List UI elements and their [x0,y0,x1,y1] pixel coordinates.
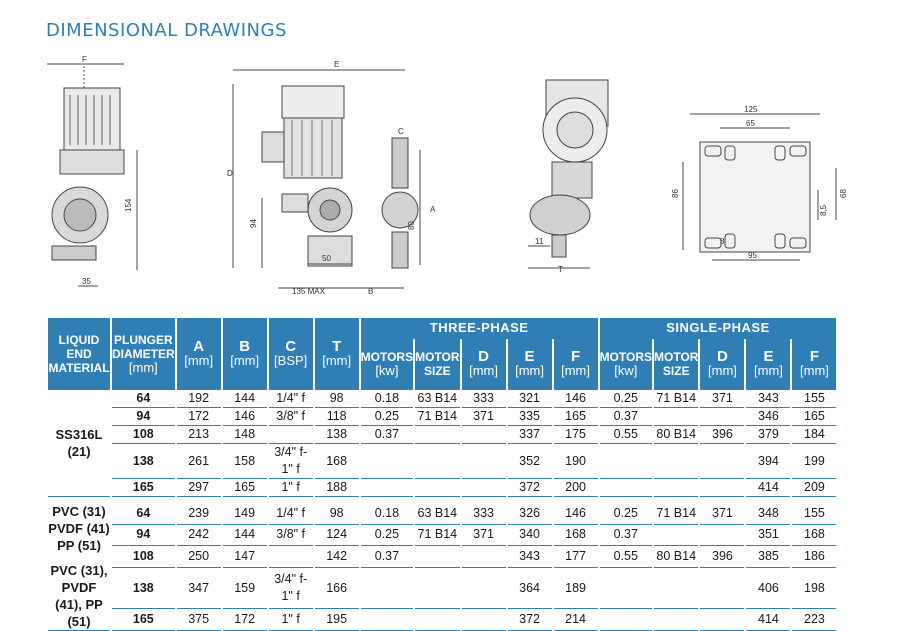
table-cell: 168 [315,444,359,479]
table-cell: 406 [746,568,790,610]
table-cell: 144 [223,390,267,408]
material-note: PVC (31), PVDF (41), PP (51) [50,563,108,629]
dim-label-11: 11 [535,237,544,246]
header-motor-size-1p: MOTOR SIZE [654,339,698,390]
table-cell: 144 [223,525,267,547]
table-cell: 168 [792,525,836,547]
dim-label-68: 68 [839,189,848,198]
table-cell: 297 [177,479,221,497]
table-cell: 335 [508,408,552,426]
table-cell: 172 [223,609,267,631]
header-a: A [mm] [177,318,221,390]
table-cell: 372 [508,609,552,631]
table-cell [269,546,313,568]
table-cell: 343 [746,390,790,408]
dim-label-135: 135 MAX [292,287,325,296]
table-cell: 348 [746,503,790,525]
table-row [48,479,836,497]
table-cell: 340 [508,525,552,547]
table-cell: 351 [746,525,790,547]
table-cell: 352 [508,444,552,479]
table-cell [600,568,652,610]
dim-label-d: D [227,169,233,178]
table-cell [415,546,459,568]
header-f-1p: F [mm] [792,339,836,390]
table-cell: 321 [508,390,552,408]
table-cell: 0.18 [361,390,413,408]
header-three-phase: THREE-PHASE [361,318,598,339]
table-cell: 108 [112,546,175,568]
table-cell: 184 [792,426,836,444]
table-cell: 192 [177,390,221,408]
table-cell: 186 [792,546,836,568]
table-cell: 146 [223,408,267,426]
table-cell [415,426,459,444]
table-cell: 148 [223,426,267,444]
header-t: T [mm] [315,318,359,390]
table-cell [415,479,459,497]
table-row [48,426,836,444]
table-cell: 138 [112,444,175,479]
header-b: B [mm] [223,318,267,390]
table-cell: 0.18 [361,503,413,525]
header-single-phase: SINGLE-PHASE [600,318,837,339]
table-cell: 199 [792,444,836,479]
dim-label-8: 8 [720,237,725,246]
table-cell: 165 [112,479,175,497]
table-cell: 166 [315,568,359,610]
table-cell [462,444,506,479]
table-cell: 158 [223,444,267,479]
table-cell [415,568,459,610]
table-cell [654,609,698,631]
dim-label-95: 95 [748,251,757,260]
table-cell: 414 [746,609,790,631]
dim-label-e: E [334,60,340,69]
side-view-drawing [47,64,137,286]
header-f-3p: F [mm] [554,339,598,390]
table-row [48,609,836,631]
header-liquid-end: LIQUID END MATERIAL [48,318,110,390]
table-cell [462,426,506,444]
header-plunger: PLUNGER DIAMETER [mm] [112,318,175,390]
table-cell: 347 [177,568,221,610]
table-cell: 372 [508,479,552,497]
table-cell: 3/8" f [269,408,313,426]
material-cell: SS316L (21) [48,390,110,497]
table-cell: 177 [554,546,598,568]
table-cell: 0.55 [600,546,652,568]
table-cell [415,609,459,631]
table-cell: 147 [223,546,267,568]
table-cell: 71 B14 [415,408,459,426]
table-cell: 0.37 [600,525,652,547]
table-cell: 1/4" f [269,503,313,525]
table-cell: 71 B14 [654,503,698,525]
table-cell: 195 [315,609,359,631]
dim-label-94: 94 [249,219,258,228]
table-cell: 333 [462,503,506,525]
table-cell: 326 [508,503,552,525]
table-cell: 333 [462,390,506,408]
table-row [48,525,836,547]
table-cell [654,568,698,610]
dim-label-b: B [368,287,374,296]
table-cell: 80 B14 [654,426,698,444]
base-plate-drawing [683,114,836,260]
table-cell [600,479,652,497]
table-cell: 3/8" f [269,525,313,547]
dim-label-154: 154 [124,198,133,212]
table-cell [700,609,744,631]
table-cell: 71 B14 [654,390,698,408]
table-body [48,390,836,631]
header-motor-size-3p: MOTOR SIZE [415,339,459,390]
table-cell: 1/4" f [269,390,313,408]
table-cell: 223 [792,609,836,631]
table-cell: 3/4" f-1" f [269,444,313,479]
table-cell [700,568,744,610]
page-title: DIMENSIONAL DRAWINGS [46,20,287,41]
table-cell: 159 [223,568,267,610]
table-cell [462,546,506,568]
table-cell [700,479,744,497]
table-cell [654,525,698,547]
table-cell: 414 [746,479,790,497]
table-cell [600,444,652,479]
table-cell: 94 [112,525,175,547]
table-cell: 371 [462,525,506,547]
table-cell: 3/4" f-1" f [269,568,313,610]
table-cell [361,479,413,497]
table-cell: 250 [177,546,221,568]
table-cell: 149 [223,503,267,525]
table-cell [700,408,744,426]
table-cell: 142 [315,546,359,568]
table-cell [654,408,698,426]
table-cell: 214 [554,609,598,631]
table-row [48,546,836,568]
table-cell [600,609,652,631]
table-cell: 0.25 [600,390,652,408]
table-cell: 371 [462,408,506,426]
table-cell: 364 [508,568,552,610]
table-cell: 0.25 [361,408,413,426]
dim-label-65: 65 [746,119,755,128]
table-cell: 98 [315,503,359,525]
dim-label-a: A [430,205,436,214]
header-e-1p: E [mm] [746,339,790,390]
table-cell: 108 [112,426,175,444]
table-cell: 0.37 [361,546,413,568]
table-cell: 172 [177,408,221,426]
table-cell: 189 [554,568,598,610]
table-cell: 0.25 [361,525,413,547]
table-cell: 396 [700,546,744,568]
table-cell: 346 [746,408,790,426]
table-cell [700,444,744,479]
table-row [48,408,836,426]
table-cell: 165 [223,479,267,497]
table-cell: 165 [554,408,598,426]
table-cell [700,525,744,547]
table-cell: 1" f [269,479,313,497]
table-cell: 165 [112,609,175,631]
dim-label-50: 50 [322,254,331,263]
header-motors-1p: MOTORS [kw] [600,339,652,390]
table-cell: 0.25 [600,503,652,525]
material-cell: PVC (31) PVDF (41) PP (51) PVC (31), PVDF (41), PP (51) [48,504,110,629]
table-cell: 394 [746,444,790,479]
table-cell: 0.37 [600,408,652,426]
table-cell: 0.37 [361,426,413,444]
table-cell [462,609,506,631]
table-cell: 396 [700,426,744,444]
table-cell: 63 B14 [415,503,459,525]
table-cell: 146 [554,503,598,525]
table-cell: 0.55 [600,426,652,444]
table-cell: 188 [315,479,359,497]
header-motors-3p: MOTORS [kw] [361,339,413,390]
table-cell: 343 [508,546,552,568]
table-cell: 64 [112,503,175,525]
table-row [48,390,836,408]
table-cell: 118 [315,408,359,426]
dim-label-80: 80 [407,221,416,230]
header-d-3p: D [mm] [462,339,506,390]
table-cell: 375 [177,609,221,631]
table-cell: 146 [554,390,598,408]
table-cell: 155 [792,503,836,525]
dimensional-drawings [0,50,904,300]
dim-label-c: C [398,127,404,136]
table-cell: 175 [554,426,598,444]
table-cell: 94 [112,408,175,426]
table-cell [654,479,698,497]
table-cell: 209 [792,479,836,497]
table-cell: 190 [554,444,598,479]
table-cell: 371 [700,390,744,408]
table-cell [462,479,506,497]
table-cell [462,568,506,610]
table-cell [361,444,413,479]
table-cell: 63 B14 [415,390,459,408]
table-cell: 239 [177,503,221,525]
table-cell: 198 [792,568,836,610]
table-cell: 200 [554,479,598,497]
table-cell: 1" f [269,609,313,631]
table-cell [361,568,413,610]
table-row [48,444,836,479]
table-cell: 337 [508,426,552,444]
table-cell: 71 B14 [415,525,459,547]
table-cell: 168 [554,525,598,547]
table-cell: 371 [700,503,744,525]
table-cell: 242 [177,525,221,547]
table-cell: 138 [315,426,359,444]
dim-label-35: 35 [82,277,91,286]
table-cell: 385 [746,546,790,568]
table-cell: 213 [177,426,221,444]
table-cell: 98 [315,390,359,408]
dimensions-table [46,318,838,631]
dim-label-125: 125 [744,105,758,114]
dim-label-86: 86 [671,189,680,198]
header-e-3p: E [mm] [508,339,552,390]
table-cell: 124 [315,525,359,547]
table-cell: 379 [746,426,790,444]
table-row [48,568,836,610]
table-cell: 261 [177,444,221,479]
table-cell: 155 [792,390,836,408]
table-cell: 64 [112,390,175,408]
dim-label-8-5: 8,5 [819,204,828,216]
dim-label-f: F [82,55,87,64]
table-row [48,503,836,525]
table-cell [361,609,413,631]
table-cell [269,426,313,444]
table-cell [415,444,459,479]
table-cell: 165 [792,408,836,426]
table-cell: 80 B14 [654,546,698,568]
table-cell: 138 [112,568,175,610]
header-c: C [BSP] [269,318,313,390]
dim-label-t: T [558,265,563,274]
header-d-1p: D [mm] [700,339,744,390]
table-cell [654,444,698,479]
